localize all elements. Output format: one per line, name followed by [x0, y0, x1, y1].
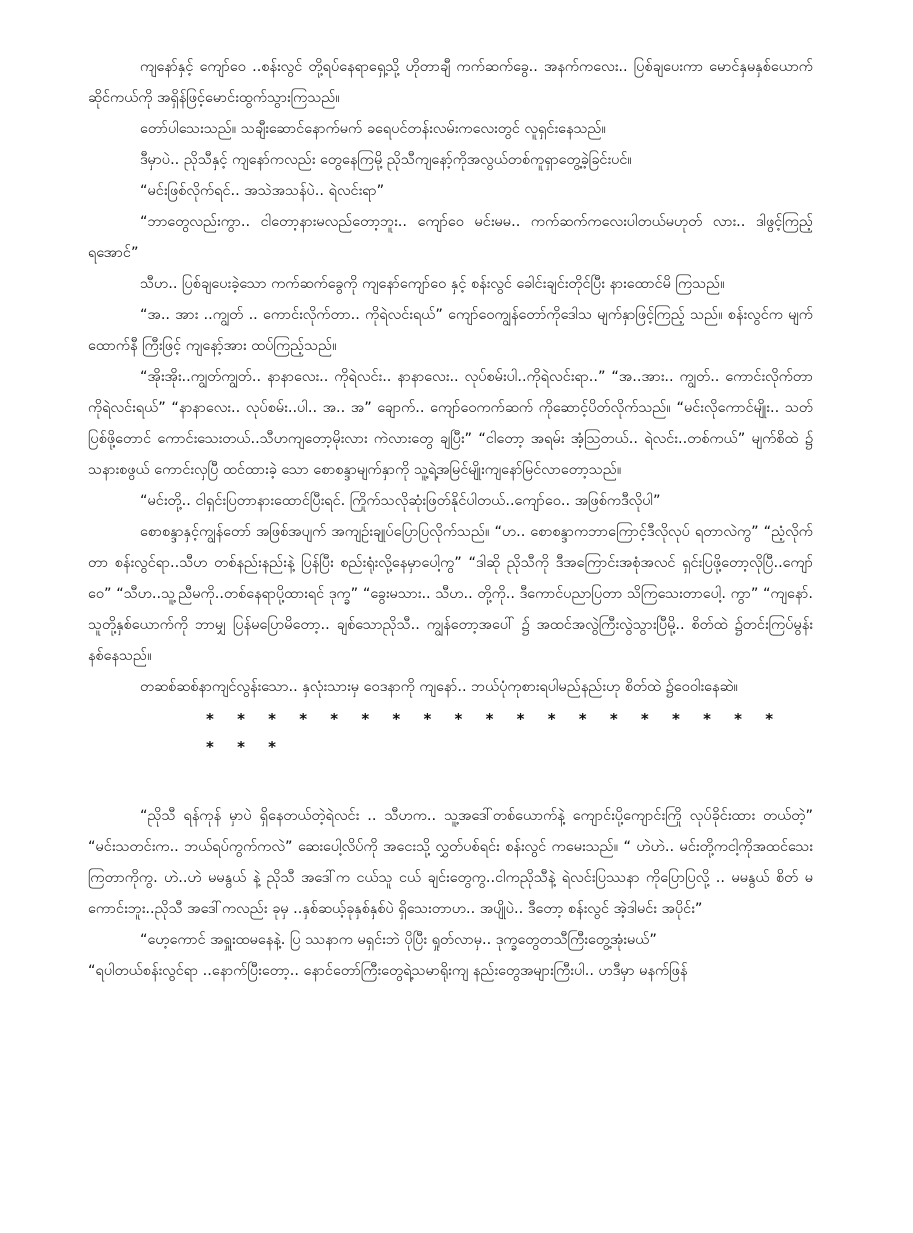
paragraph-10-text: စောစန္ဒာနှင့်ကျွန်တော် အဖြစ်အပျက် အကျဉ်းချုပ်ပြောပြလိုက်သည်။ “ဟ.. စောစန္ဒာကဘာကြောင့်ဒီလိုလုပ် ရတာလဲကွ” “ညံ့လိုက်တာ စန်းလွင်ရာ..သီဟ တစ်နည်းနည်းနဲ့ ပြန်ပြီး စည်းရုံးလို့နေမှာပေါ့ကွ” “ဒါဆို ညိုသီကို ဒီအကြောင်းအစုံအလင် ရှင်းပြဖို့တော့လိုပြီ..ကျော်ဝေ” “သီဟ..သူ့ညီမကို..တစ်နေရာပို့ထားရင် ဒုက္ခ” “ခွေးမသား.. သီဟ.. တို့ကို.. ဒီကောင်ပညာပြတာ သိကြသေးတာပေါ့. ကွာ” “ကျနော်. သူတို့နှစ်ယောက်ကို ဘာမျှ ပြန်မပြောမိတော့.. ချစ်သောညိုသီ.. ကျွန်တော့အပေါ် ၌ အထင်အလွဲကြီးလွဲသွားပြီမို့.. စိတ်ထဲ ၌တင်းကြပ်မွန်း နစ်နေသည်။: [88, 524, 813, 664]
paragraph-10: [88, 517, 813, 672]
paragraph-12-text: “ညိုသီ ရန်ကုန် မှာပဲ ရှိနေတယ်တဲ့ရဲလင်း .. သီဟက.. သူ့အဒေါ်တစ်ယောက်နဲ့ ကျောင်းပို့ကျောင်းကြို လုပ်ခိုင်းထား တယ်တဲ့” “မင်းသတင်းက.. ဘယ်ရပ်ကွက်ကလဲ” ဆေးပေါ့လိပ်ကို အငေးသို့ လွှတ်ပစ်ရင်း စန်းလွင် ကမေးသည်။ “ ဟဲဟဲ.. မင်းတို့ကငါ့ကိုအထင်သေး ကြတာကိုကွ. ဟဲ..ဟဲ မမနွယ် နဲ့ ညိုသီ အဒေါ်က ငယ်သူ ငယ် ချင်းတွေကွ..ငါကညိုသီနဲ့ ရဲလင်းပြဿနာ ကိုပြောပြလို့ .. မမနွယ် စိတ် မကောင်းဘူး..ညိုသီ အဒေါ်ကလည်း ခုမှ ..နှစ်ဆယ့်ခုနှစ်နှစ်ပဲ ရှိသေးတာဟ.. အပျိုပဲ.. ဒီတော့ စန်းလွင် အဲ့ဒါမင်း အပိုင်း”: [88, 808, 813, 917]
paragraph-11-text: တဆစ်ဆစ်နာကျင်လွန်းသော.. နှလုံးသားမှ ဝေဒနာကို ကျနော်.. ဘယ်ပုံကုစားရပါမည်နည်းဟု စိတ်ထဲ ၌ဝေဝါးနေဆဲ။: [140, 679, 738, 695]
paragraph-11: [88, 672, 813, 703]
paragraph-7-text: “အ.. အား ..ကျွတ် .. ကောင်းလိုက်တာ.. ကိုရဲလင်းရယ်” ကျော်ဝေကျွန်တော်ကိုဒေါသ မျက်နှာဖြင့်ကြည့် သည်။ စန်းလွင်က မျက်ထောက်နီ ကြီးဖြင့် ကျနော့်အား ထပ်ကြည့်သည်။: [88, 307, 813, 354]
paragraph-12: [88, 801, 813, 925]
paragraph-6-text: သီဟ.. ပြစ်ချပေးခဲ့သော ကက်ဆက်ခွေကို ကျနော်ကျော်ဝေ နှင့် စန်းလွင် ခေါင်းချင်းတိုင်ပြီး နားထောင်မိ ကြသည်။: [140, 276, 725, 292]
paragraph-5-text: “ဘာတွေလည်းကွာ.. ငါတော့နားမလည်တော့ဘူး.. ကျော်ဝေ မင်းမမ.. ကက်ဆက်ကလေးပါတယ်မဟုတ် လား.. ဒါဖွင့်ကြည့်ရအောင်”: [88, 214, 813, 261]
section-gap: [88, 761, 813, 801]
paragraph-13-text: “ဟေ့ကောင် အရှူးထမနေနဲ့. ပြ ဿနာက မရှင်းဘဲ ပိုပြီး ရှုတ်လာမှ.. ဒုက္ခတွေတသီကြီးတွေ့အုံးမယ်”: [140, 932, 657, 948]
paragraph-14-text: “ရပါတယ်စန်းလွင်ရာ ..နောက်ပြီးတော့.. နောင်တော်ကြီးတွေရဲ့သမာရိုးကျ နည်းတွေအများကြီးပါ.. ဟဒီမှာ မနက်ဖြန်: [88, 963, 688, 979]
paragraph-3: [88, 145, 813, 176]
paragraph-9: [88, 486, 813, 517]
paragraph-2: [88, 114, 813, 145]
paragraph-7: [88, 300, 813, 362]
paragraph-6: [88, 269, 813, 300]
paragraph-1-text: ကျနော်နှင့် ကျော်ဝေ ..စန်းလွင် တို့ရပ်နေရာရှေ့သို့ ဟိုတာချီ ကက်ဆက်ခွေ.. အနက်ကလေး.. ပြစ်ချပေးကာ မောင်နှမနှစ်ယောက် ဆိုင်ကယ်ကို အရှိန်ဖြင့်မောင်းထွက်သွားကြသည်။: [88, 59, 813, 106]
section-divider: * * * * * * * * * * * * * * * * * * * * * *: [206, 710, 783, 756]
document-page: [88, 52, 813, 987]
paragraph-8-text: “အိုးအိုး..ကျွတ်ကျွတ်.. နာနာလေး.. ကိုရဲလင်း.. နာနာလေး.. လုပ်စမ်းပါ..ကိုရဲလင်းရာ..” “အ..အား.. ကျွတ်.. ကောင်းလိုက်တာကိုရဲလင်းရယ်” “နာနာလေး.. လုပ်စမ်း..ပါ.. အ.. အ” ချောက်.. ကျော်ဝေကက်ဆက် ကိုဆောင့်ပိတ်လိုက်သည်။ “မင်းလိုကောင်မျိုး.. သတ်ပြစ်ဖို့တောင် ကောင်းသေးတယ်..သီဟကျတော့မိုးလား ကဲလားတွေ ချပြီး” “ငါတော့ အရမ်း အံ့ဩတယ်.. ရဲလင်း..တစ်ကယ်” မျက်စိထဲ ၌ သနားစဖွယ် ကောင်းလှပြီ ထင်ထားခဲ့ သော စောစန္ဒာမျက်နှာကို သူ့ရဲ့အမြင်မျိုးကျနော်မြင်လာတော့သည်။: [88, 369, 813, 478]
paragraph-4-text: “မင်းဖြစ်လိုက်ရင်.. အသဲအသန်ပဲ.. ရဲလင်းရာ”: [140, 183, 385, 199]
paragraph-1: [88, 52, 813, 114]
paragraph-13: [88, 925, 813, 956]
paragraph-4: [88, 176, 813, 207]
paragraph-9-text: “မင်းတို့.. ငါရှင်းပြတာနားထောင်ပြီးရင်. ကြိုက်သလိုဆုံးဖြတ်နိုင်ပါတယ်..ကျော်ဝေ.. အဖြစ်ကဒီလိုပါ”: [140, 493, 661, 509]
paragraph-5: [88, 207, 813, 269]
paragraph-8: [88, 362, 813, 486]
paragraph-14: [88, 956, 813, 987]
paragraph-2-text: တော်ပါသေးသည်။ သချီးဆောင်နောက်မက် ခရေပင်တန်းလမ်းကလေးတွင် လူရှင်းနေသည်။: [140, 121, 606, 137]
paragraph-3-text: ဒီမှာပဲ.. ညိုသီနှင့် ကျနော်ကလည်း တွေနေကြမို့ ညိုသီကျနော့်ကိုအလွယ်တစ်ကူရှာတွေ့ခဲ့ခြင်းပင်။: [140, 152, 632, 168]
